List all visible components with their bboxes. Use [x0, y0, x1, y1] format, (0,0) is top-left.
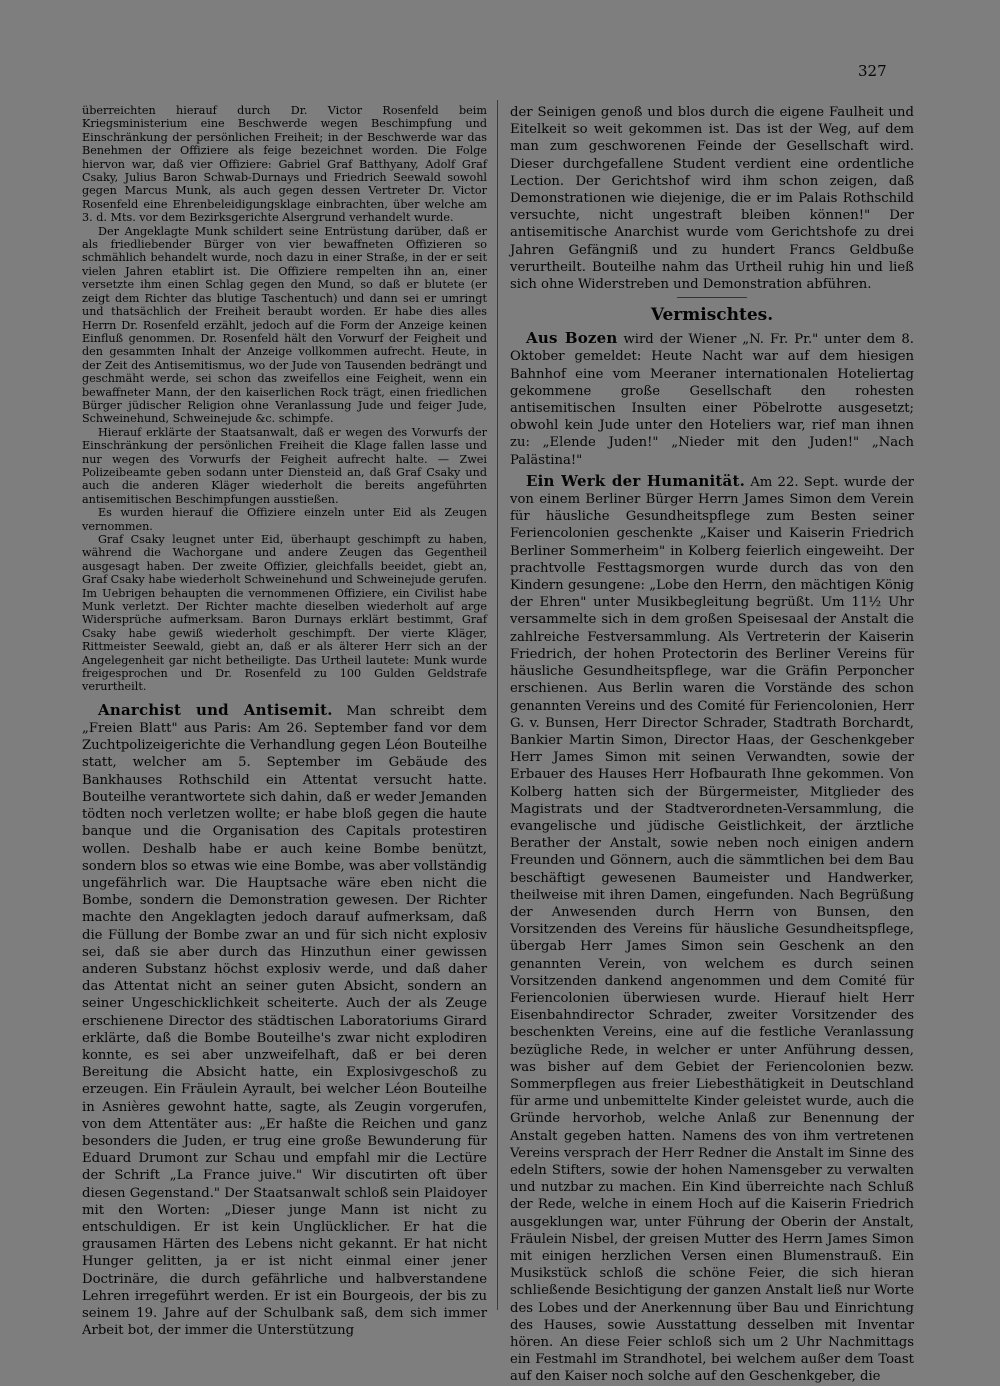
article-anarchist — [82, 702, 487, 1340]
article-body: Man schreibt dem „Freien Blatt" aus Paris: Am 26. September fand vor dem Zuchtpolizeigerichte die Verhandlung gegen Léon Bouteilhe statt, welcher am 5. September im Gebäude des Bankhauses Rothschild ein Attentat versucht hatte. Bouteilhe verantwortete sich dahin, daß er weder Jemanden tödten noch verletzen wollte; er habe bloß gegen die haute banque und die Organisation des Capitals protestiren wollen. Deshalb habe er auch keine Bombe benützt, sondern blos so etwas wie eine Bombe, was aber vollständig ungefährlich war. Die Hauptsache wäre eben nicht die Bombe, sondern die Demonstration gewesen. Der Richter machte den Angeklagten jedoch darauf aufmerksam, daß die Füllung der Bombe zwar an und für sich nicht explosiv sei, daß sie aber durch das Hinzuthun einer gewissen anderen Substanz höchst explosiv werde, und daß daher das Attentat nicht an seiner guten Absicht, sondern an seiner Ungeschicklichkeit scheiterte. Auch der als Zeuge erschienene Director des städtischen Laboratoriums Girard erklärte, daß die Bombe Bouteilhe's zwar nicht explodiren konnte, es sei aber unzweifelhaft, daß er bei deren Bereitung die Absicht hatte, ein Explosivgeschoß zu erzeugen. Ein Fräulein Ayrault, bei welcher Léon Bouteilhe in Asnières gewohnt hatte, sagte, als Zeugin vorgerufen, von dem Attentäter aus: „Er haßte die Reichen und ganz besonders die Juden, er trug eine große Bewunderung für Eduard Drumont zur Schau und empfahl mir die Lectüre der Schrift „La France juive." Wir discutirten oft über diesen Gegenstand." Der Staatsanwalt schloß sein Plaidoyer mit den Worten: „Dieser junge Mann ist nicht zu entschuldigen. Er ist kein Unglücklicher. Er hat die grausamen Härten des Lebens nicht gekannt. Er hat nicht Hunger gelitten, ja er ist nicht einmal einer jener Doctrinäre, die durch gefährliche und halbverstandene Lehren irregeführt werden. Er ist ein Bourgeois, der bis zu seinem 19. Jahre auf der Schulbank saß, dem sich immer Arbeit bot, der immer die Unterstützung — [82, 703, 487, 1339]
article-body: wird der Wiener „N. Fr. Pr." unter dem 8. Oktober gemeldet: Heute Nacht war auf dem hiesigen Bahnhof eine vom Meeraner internationalen Hoteliertag gekommene große Gesellschaft den rohesten antisemitischen Insulten einer Pöbelrotte ausgesetzt; obwohl kein Jude unter den Hoteliers war, rief man ihnen zu: „Elende Juden!" „Nieder mit den Juden!" „Nach Palästina!" — [510, 332, 914, 468]
left-column — [82, 104, 487, 1339]
paragraph: Es wurden hierauf die Offiziere einzeln unter Eid als Zeugen vernommen. — [82, 506, 487, 533]
paragraph: Graf Csaky leugnet unter Eid, überhaupt geschimpft zu haben, während die Wachorgane und andere Zeugen das Gegentheil ausgesagt haben. Der zweite Offizier, gleichfalls beeidet, giebt an, Graf Csaky habe wiederholt Schweinehund und Schweinejude gerufen. Im Uebrigen behaupten die vernommenen Offiziere, ein Civilist habe Munk verletzt. Der Richter machte dieselben wiederholt auf arge Widersprüche aufmerksam. Baron Durnays erklärt bestimmt, Graf Csaky habe gewiß wiederholt geschimpft. Der vierte Kläger, Rittmeister Seewald, giebt an, daß er als älterer Herr sich an der Angelegenheit gar nicht betheiligte. Das Urtheil lautete: Munk wurde freigesprochen und Dr. Rosenfeld zu 100 Gulden Geldstrafe verurtheilt. — [82, 533, 487, 694]
right-column — [510, 104, 914, 1386]
article-heading: Anarchist und Antisemit. — [98, 700, 333, 719]
section-separator — [677, 297, 747, 298]
paragraph: der Seinigen genoß und blos durch die eigene Faulheit und Eitelkeit so weit gekommen ist. Das ist der Weg, auf dem man zum geschworenen Feinde der Gesellschaft wird. Dieser durchgefallene Student verdient eine ordentliche Lection. Der Gerichtshof wird ihm schon zeigen, daß Demonstrationen wie diejenige, die er im Palais Rothschild versuchte, nicht ungestraft bleiben können!" Der antisemitische Anarchist wurde vom Gerichtshofe zu drei Jahren Gefängniß und zu hundert Francs Geldbuße verurtheilt. Bouteilhe nahm das Urtheil ruhig hin und ließ sich ohne Widerstreben und Demonstration abführen. — [510, 105, 914, 293]
article-heading: Ein Werk der Humanität. — [526, 471, 745, 490]
section-title: Vermischtes. — [650, 305, 774, 326]
paragraph: Der Angeklagte Munk schildert seine Entrüstung darüber, daß er als friedliebender Bürger von vier bewaffneten Offizieren so schmählich behandelt wurde, noch dazu in einer Straße, in der er seit vielen Jahren etablirt ist. Die Offiziere rempelten ihn an, einer versetzte ihm einen Schlag gegen den Mund, so daß er blutete (er zeigt dem Richter das blutige Taschentuch) und dann sei er umringt und thatsächlich der Freiheit beraubt worden. Er habe dies alles Herrn Dr. Rosenfeld erzählt, jedoch auf die Form der Anzeige keinen Einfluß genommen. Dr. Rosenfeld hält den Vorwurf der Feigheit und den gesammten Inhalt der Anzeige vollkommen aufrecht. Heute, in der Zeit des Antisemitismus, wo der Jude von Tausenden bedrängt und geschmäht werde, sei schon das zweifellos eine Feigheit, wenn ein bewaffneter Mann, der den kaiserlichen Rock trägt, einen friedlichen Bürger jüdischer Religion ohne Veranlassung Jude und feiger Jude, Schweinehund, Schweinejude &c. schimpfe. — [82, 224, 487, 426]
article-heading: Aus Bozen — [526, 329, 618, 348]
article-werk — [510, 473, 914, 1386]
paragraph: überreichten hierauf durch Dr. Victor Rosenfeld beim Kriegsministerium eine Beschwerde wegen Beschimpfung und Einschränkung der persönlichen Freiheit; in der Beschwerde war das Benehmen der Offiziere als feige bezeichnet worden. Die Folge hiervon war, daß vier Offiziere: Gabriel Graf Batthyany, Adolf Graf Csaky, Julius Baron Schwab-Durnays und Friedrich Seewald sowohl gegen Marcus Munk, als auch gegen dessen Vertreter Dr. Victor Rosenfeld eine Ehrenbeleidigungsklage einbrachten, über welche am 3. d. Mts. vor dem Bezirksgerichte Alsergrund verhandelt wurde. — [82, 104, 487, 225]
article-body: Am 22. Sept. wurde der von einem Berliner Bürger Herrn James Simon dem Verein für häusliche Gesundheitspflege zum Besten seiner Feriencolonien geschenkte „Kaiser und Kaiserin Friedrich Berliner Sommerheim" in Kolberg feierlich eingeweiht. Der prachtvolle Festtagsmorgen wurde durch das von den Kindern gesungene: „Lobe den Herrn, den mächtigen König der Ehren" unter Musikbegleitung begrüßt. Um 11½ Uhr versammelte sich in dem großen Speisesaal der Anstalt die zahlreiche Festversammlung. Als Vertreterin der Kaiserin Friedrich, der hohen Protectorin des Berliner Vereins für häusliche Gesundheitspflege, war die Gräfin Perponcher erschienen. Aus Berlin waren die Vorstände des schon genannten Vereins und des Comité für Feriencolonien, Herr G. v. Bunsen, Herr Director Schrader, Stadtrath Borchardt, Bankier Martin Simon, Director Haas, der Geschenkgeber Herr James Simon mit seinen Verwandten, sowie der Erbauer des Hauses Herr Hofbaurath Ihne gekommen. Von Kolberg hatten sich der Bürgermeister, Mitglieder des Magistrats und der Stadtverordneten-Versammlung, die evangelische und jüdische Geistlichkeit, der ärztliche Berather der Anstalt, sowie neben noch einigen andern Freunden und Gönnern, auch die sämmtlichen bei dem Bau beschäftigt gewesenen Baumeister und Handwerker, theilweise mit ihren Damen, eingefunden. Nach Begrüßung der Anwesenden durch Herrn von Bunsen, den Vorsitzenden des Vereins für häusliche Gesundheitspflege, übergab Herr James Simon sein Geschenk an den genannten Verein, von welchem es durch seinen Vorsitzenden dankend angenommen und dem Comité für Feriencolonien überwiesen wurde. Hierauf hielt Herr Eisenbahndirector Schrader, zweiter Vorsitzender des beschenkten Vereins, eine auf die festliche Veranlassung bezügliche Rede, in welcher er unter Anführung dessen, was bisher auf dem Gebiet der Feriencolonien bezw. Sommerpflegen aus freier Liebesthätigkeit in Deutschland für arme und unbemittelte Kinder geleistet wurde, auch die Gründe hervorhob, welche Anlaß zur Benennung der Anstalt gegeben hatten. Namens des von ihm vertretenen Vereins versprach der Herr Redner die Anstalt im Sinne des edeln Stifters, sowie der hohen Namensgeber zu verwalten und nutzbar zu machen. Ein Kind überreichte nach Schluß der Rede, welche in einem Hoch auf die Kaiserin Friedrich ausgeklungen war, unter Führung der Oberin der Anstalt, Fräulein Nisbel, der greisen Mutter des Herrn James Simon mit einigen herzlichen Versen einen Blumenstrauß. Ein Musikstück schloß die schöne Feier, die sich hieran schließende Besichtigung der ganzen Anstalt ließ nur Worte des Lobes und der Anerkennung über Bau und Einrichtung des Hauses, sowie Ausstattung desselben mit Inventar hören. An diese Feier schloß sich um 2 Uhr Nachmittags ein Festmahl im Strandhotel, bei welchem außer dem Toast auf den Kaiser noch solche auf den Geschenkgeber, die — [510, 474, 914, 1385]
paragraph: Hierauf erklärte der Staatsanwalt, daß er wegen des Vorwurfs der Einschränkung der persönlichen Freiheit die Klage fallen lasse und nur wegen des Vorwurfs der Feigheit aufrecht halte. — Zwei Polizeibeamte geben sodann unter Diensteid an, daß Graf Csaky und auch die anderen Kläger wiederholt die bereits angeführten antisemitischen Beschimpfungen ausstießen. — [82, 425, 487, 506]
page-number: 327 — [858, 62, 887, 80]
article-bozen — [510, 330, 914, 469]
column-divider — [497, 100, 498, 1310]
